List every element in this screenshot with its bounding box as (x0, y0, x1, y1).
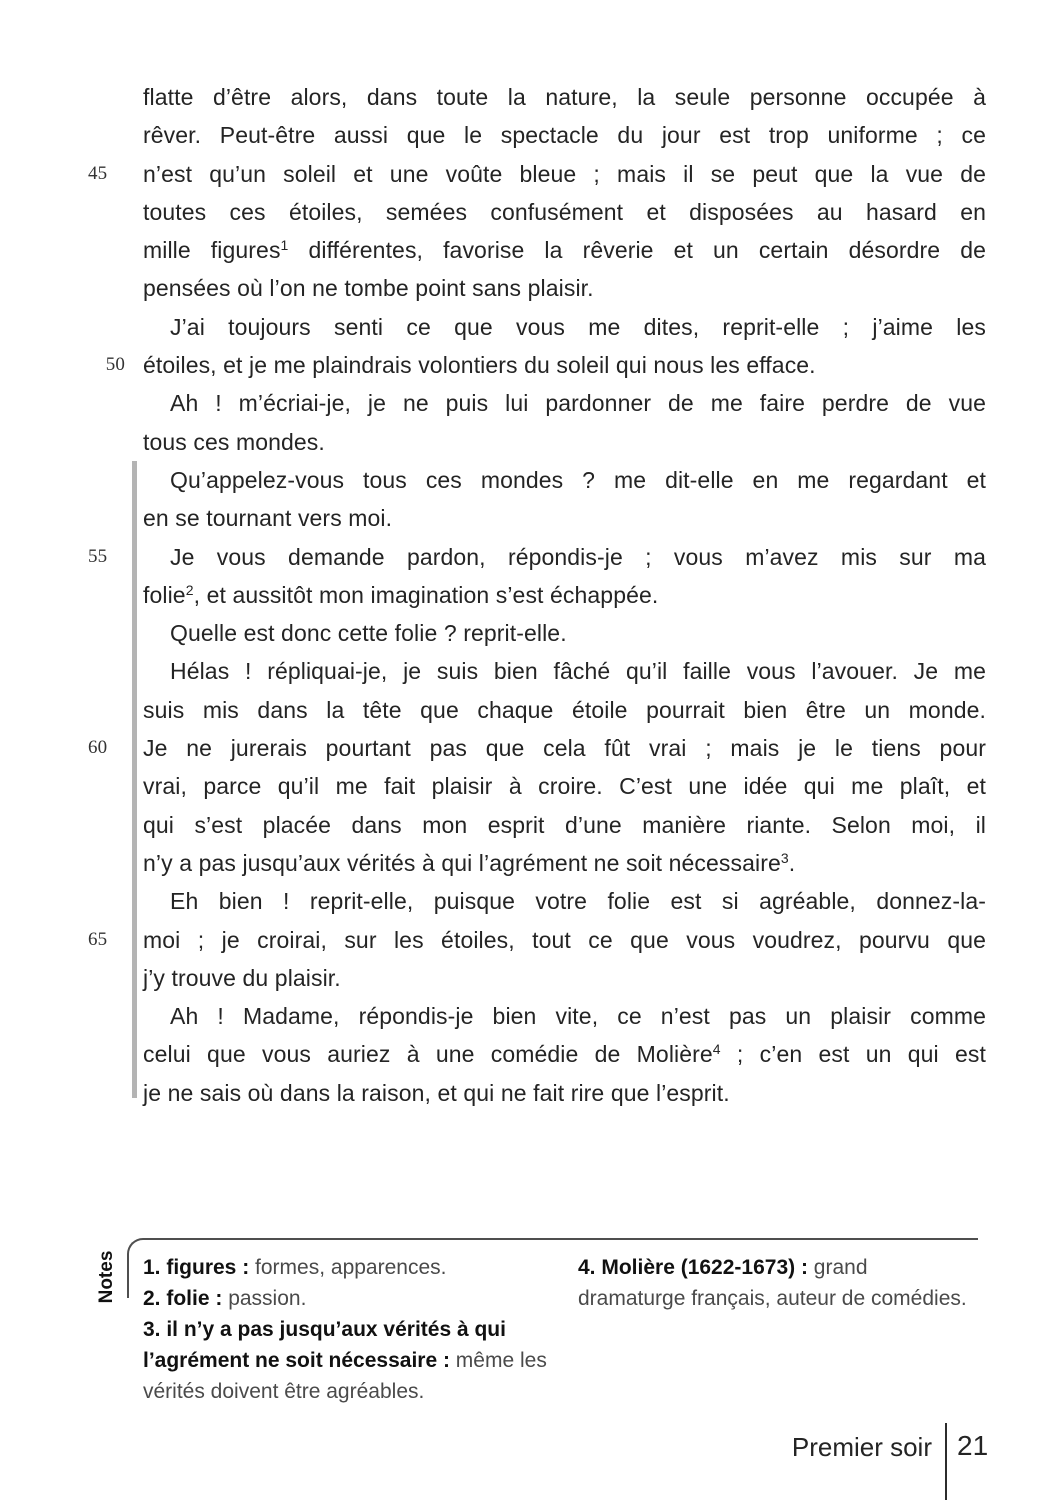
main-text (88, 78, 986, 1112)
text-line: en se tournant vers moi. (143, 505, 393, 532)
footer-divider (945, 1423, 947, 1500)
notes-label: Notes (96, 1250, 117, 1304)
line-number: 55 (88, 545, 108, 567)
text-line: qui s’est placée dans mon esprit d’une manière riante. Selon moi, il (143, 811, 986, 838)
text-line: Qu’appelez-vous tous ces mondes ? me dit-elle en me regardant et (170, 466, 986, 493)
note-definition: même les (449, 1349, 547, 1372)
notes-column-left (143, 1252, 575, 1407)
note-term: 1. figures : (143, 1256, 250, 1279)
text-line: suis mis dans la tête que chaque étoile pourrait bien être un monde. (143, 696, 986, 723)
note-term: 2. folie : (143, 1287, 223, 1310)
note-term: 4. Molière (1622-1673) : (578, 1256, 808, 1279)
line-number: 50 (105, 354, 125, 376)
superscript-note-ref: 2 (185, 581, 194, 598)
text-line: pensées où l’on ne tombe point sans plaisir. (143, 275, 594, 302)
note-line (143, 1376, 575, 1407)
text-line: flatte d’être alors, dans toute la nature, la seule personne occupée à (143, 84, 986, 110)
text-line: celui que vous auriez à une comédie de Molière$^4$ ; c’en est un qui est (143, 1041, 986, 1068)
note-line (578, 1252, 1010, 1283)
note-line (143, 1252, 575, 1283)
notes-column-right (578, 1252, 1010, 1314)
text-line: Quelle est donc cette folie ? reprit-elle. (170, 620, 567, 647)
text-line: rêver. Peut-être aussi que le spectacle du jour est trop uniforme ; ce (143, 122, 986, 149)
text-line: J’ai toujours senti ce que vous me dites, reprit-elle ; j’aime les (170, 313, 986, 340)
text-line: Eh bien ! reprit-elle, puisque votre folie est si agréable, donnez-la- (170, 888, 986, 915)
note-definition: dramaturge français, auteur de comédies. (578, 1287, 967, 1310)
line-number: 65 (88, 928, 108, 950)
note-line (143, 1314, 575, 1345)
note-term: l’agrément ne soit nécessaire : (143, 1349, 450, 1372)
text-line: Hélas ! répliquai-je, je suis bien fâché qu’il faille vous l’avouer. Je me (170, 658, 986, 685)
note-line (578, 1283, 1010, 1314)
text-line: 45 n’est qu’un soleil et une voûte bleue ; mais il se peut que la vue de (143, 155, 986, 193)
text-line: Ah ! Madame, répondis-je bien vite, ce n’est pas un plaisir comme (170, 1003, 986, 1030)
note-line (143, 1345, 575, 1376)
text-line: 65 moi ; je croirai, sur les étoiles, tout ce que vous voudrez, pourvu que (143, 921, 986, 959)
text-line: Ah ! m’écriai-je, je ne puis lui pardonner de me faire perdre de vue (170, 390, 986, 417)
note-term: 3. il n’y a pas jusqu’aux vérités à qui (143, 1318, 506, 1341)
superscript-note-ref: 1 (280, 237, 289, 254)
note-line (143, 1283, 575, 1314)
text-line: folie$^2$, et aussitôt mon imagination s’est échappée. (143, 581, 659, 608)
text-line: tous ces mondes. (143, 428, 325, 455)
text-line: vrai, parce qu’il me fait plaisir à croire. C’est une idée qui me plaît, et (143, 773, 986, 800)
text-line: n’y a pas jusqu’aux vérités à qui l’agrément ne soit nécessaire$^3$. (143, 849, 796, 876)
text-line: je ne sais où dans la raison, et qui ne fait rire que l’esprit. (143, 1079, 730, 1106)
text-line: mille figures$^1$ différentes, favorise la rêverie et un certain désordre de (143, 237, 986, 264)
passage-highlight-bar (132, 461, 137, 1098)
text-line: 50 étoiles, et je me plaindrais volontiers du soleil qui nous les efface. (143, 346, 986, 384)
text-line: j’y trouve du plaisir. (143, 964, 341, 991)
note-definition: vérités doivent être agréables. (143, 1380, 425, 1403)
text-line: 55 Je vous demande pardon, répondis-je ; vous m’avez mis sur ma (143, 538, 986, 576)
superscript-note-ref: 3 (780, 849, 789, 866)
note-definition: grand (807, 1256, 868, 1279)
text-line: toutes ces étoiles, semées confusément et disposées au hasard en (143, 198, 986, 225)
footer-chapter-title: Premier soir (791, 1432, 932, 1462)
line-number: 60 (88, 737, 108, 759)
page-number: 21 (957, 1430, 989, 1461)
superscript-note-ref: 4 (712, 1041, 721, 1058)
text-line: 60 Je ne jurerais pourtant pas que cela fût vrai ; mais je le tiens pour (143, 729, 986, 767)
note-definition: passion. (222, 1287, 307, 1310)
note-definition: formes, apparences. (249, 1256, 447, 1279)
line-number: 45 (88, 162, 108, 184)
